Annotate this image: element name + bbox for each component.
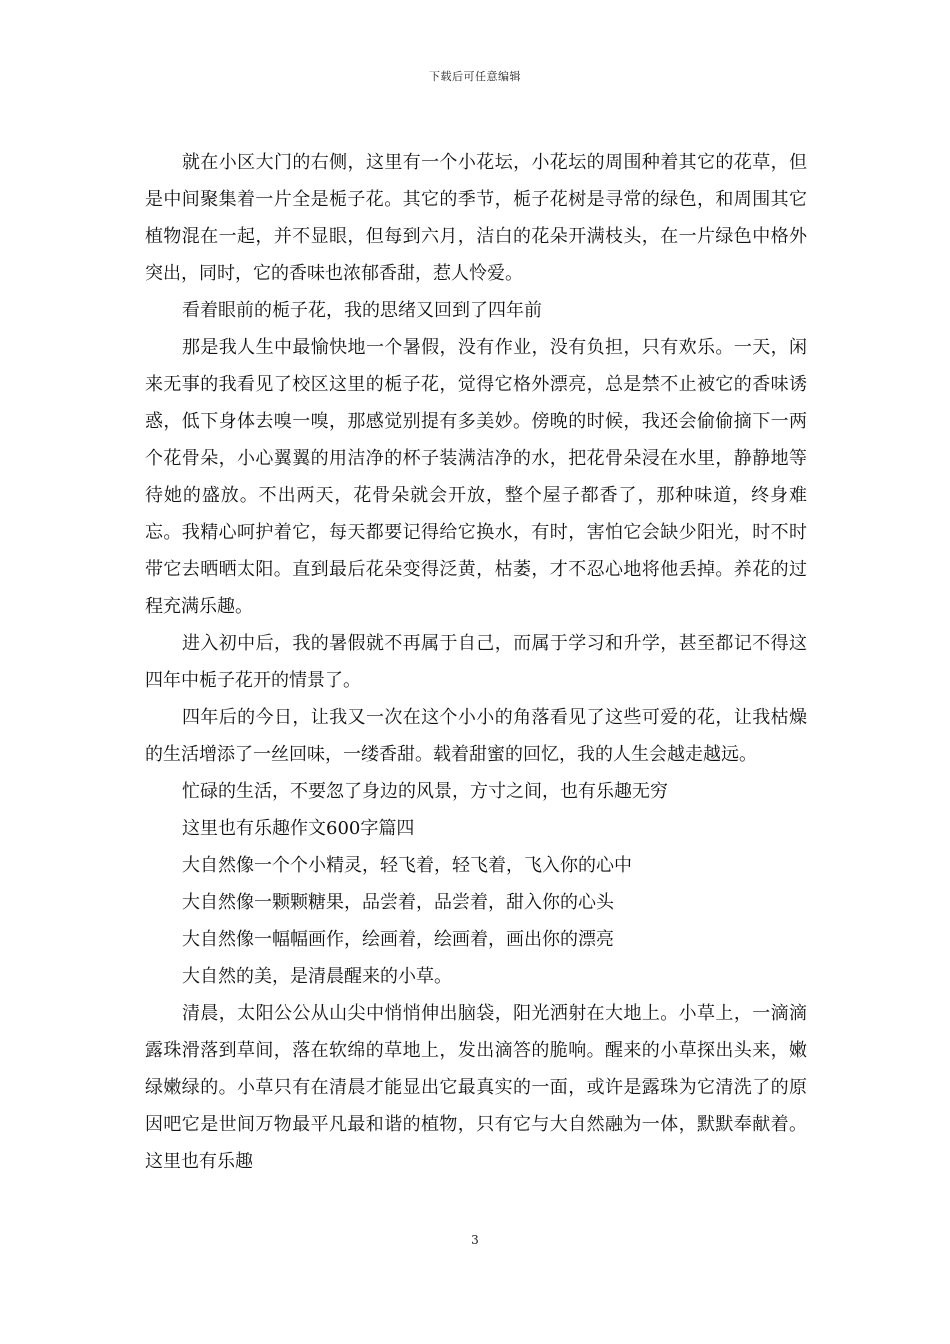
paragraph: 大自然像一幅幅画作，绘画着，绘画着，画出你的漂亮	[182, 929, 614, 950]
paragraph: 忙碌的生活，不要忽了身边的风景，方寸之间，也有乐趣无穷	[182, 781, 668, 802]
paragraph: 看着眼前的栀子花，我的思绪又回到了四年前	[182, 300, 542, 321]
paragraph: 就在小区大门的右侧，这里有一个小花坛，小花坛的周围种着其它的花草，但是中间聚集着一片全是栀子花。其它的季节，栀子花树是寻常的绿色，和周围其它植物混在一起，并不显眼，但每到六月，洁白的花朵开满枝头，在一片绿色中格外突出，同时，它的香味也浓郁香甜，惹人怜爱。	[145, 152, 807, 284]
paragraph: 四年后的今日，让我又一次在这个小小的角落看见了这些可爱的花，让我枯燥的生活增添了一丝回味，一缕香甜。载着甜蜜的回忆，我的人生会越走越远。	[145, 707, 807, 765]
paragraph: 大自然的美，是清晨醒来的小草。	[182, 966, 452, 987]
document-body	[145, 144, 807, 1180]
page-number: 3	[471, 1233, 479, 1247]
paragraph: 大自然像一个个小精灵，轻飞着，轻飞着，飞入你的心中	[182, 855, 632, 876]
section-title: 这里也有乐趣作文600字篇四	[182, 818, 415, 839]
paragraph: 清晨，太阳公公从山尖中悄悄伸出脑袋，阳光洒射在大地上。小草上，一滴滴露珠滑落到草间，落在软绵的草地上，发出滴答的脆响。醒来的小草探出头来，嫩绿嫩绿的。小草只有在清晨才能显出它最真实的一面，或许是露珠为它清洗了的原因吧它是世间万物最平凡最和谐的植物，只有它与大自然融为一体，默默奉献着。这里也有乐趣	[145, 1003, 807, 1172]
paragraph: 大自然像一颗颗糖果，品尝着，品尝着，甜入你的心头	[182, 892, 614, 913]
paragraph: 那是我人生中最愉快地一个暑假，没有作业，没有负担，只有欢乐。一天，闲来无事的我看见了校区这里的栀子花，觉得它格外漂亮，总是禁不止被它的香味诱惑，低下身体去嗅一嗅，那感觉别提有多美妙。傍晚的时候，我还会偷偷摘下一两个花骨朵，小心翼翼的用洁净的杯子装满洁净的水，把花骨朵浸在水里，静静地等待她的盛放。不出两天，花骨朵就会开放，整个屋子都香了，那种味道，终身难忘。我精心呵护着它，每天都要记得给它换水，有时，害怕它会缺少阳光，时不时带它去晒晒太阳。直到最后花朵变得泛黄，枯萎，才不忍心地将他丢掉。养花的过程充满乐趣。	[145, 337, 807, 617]
page-header: 下载后可任意编辑	[429, 70, 521, 83]
paragraph: 进入初中后，我的暑假就不再属于自己，而属于学习和升学，甚至都记不得这四年中栀子花开的情景了。	[145, 633, 807, 691]
